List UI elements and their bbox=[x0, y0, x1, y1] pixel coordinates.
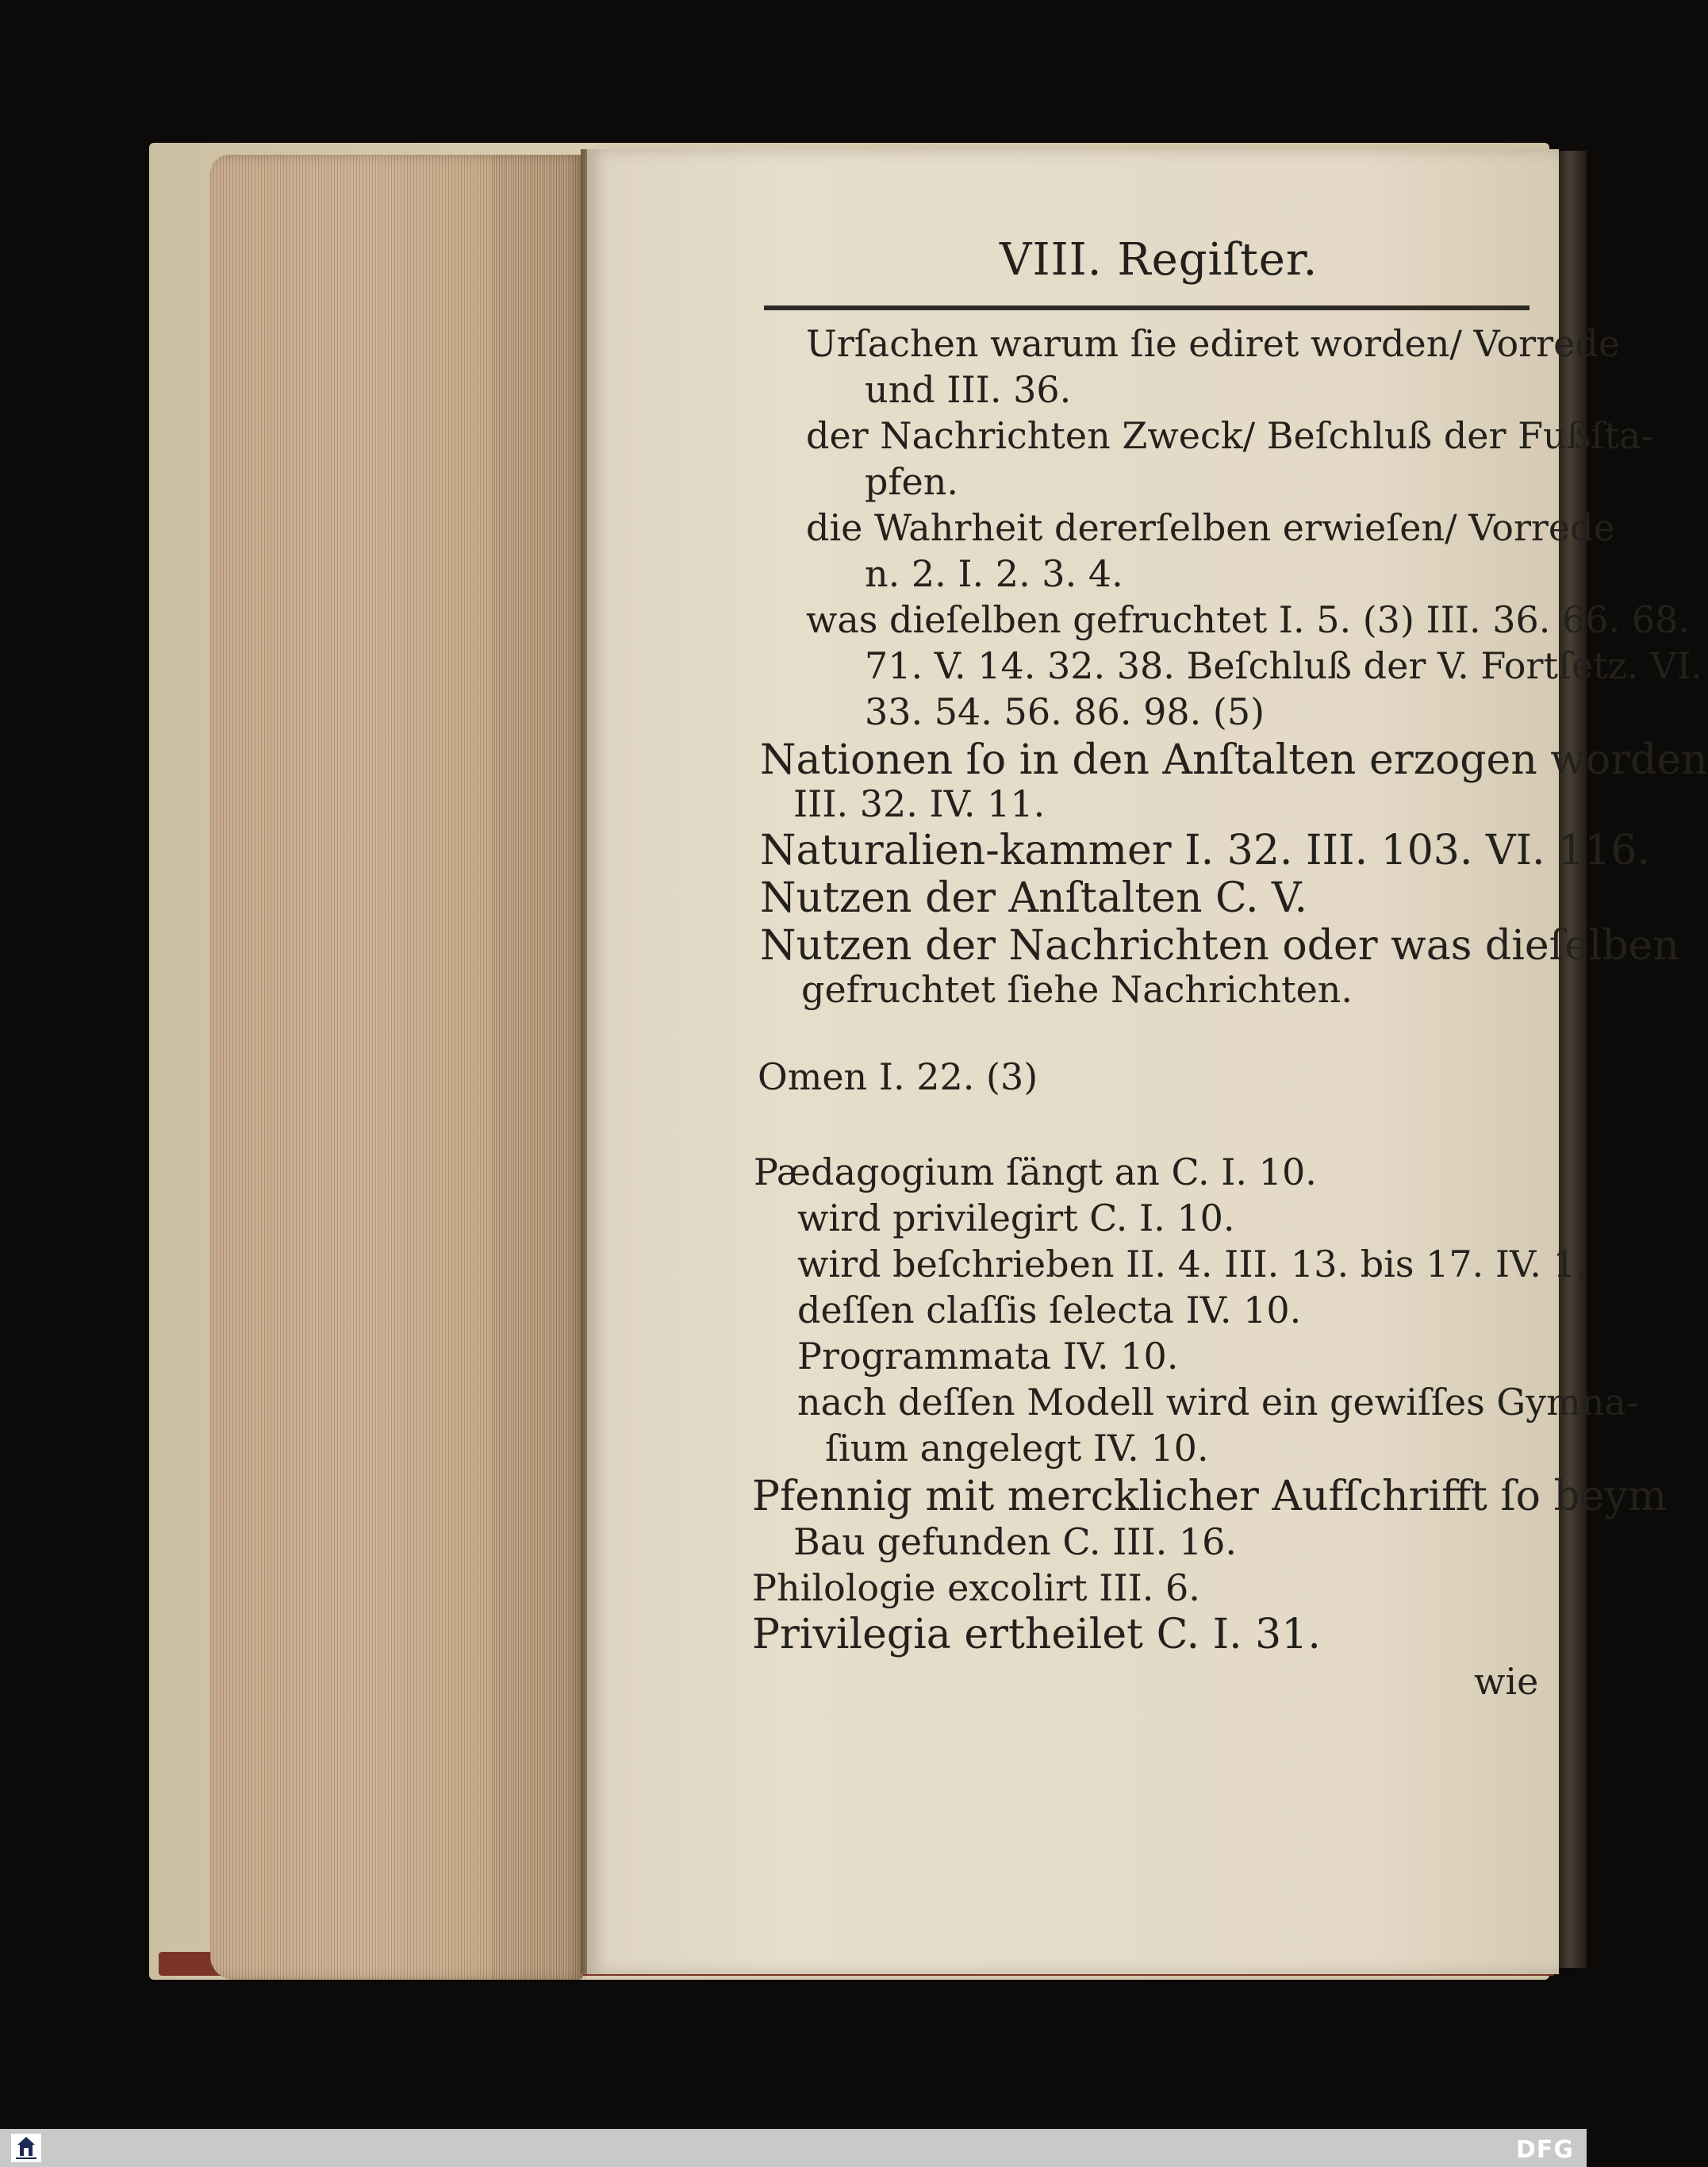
running-head: VIII. Regiſter. bbox=[1000, 234, 1318, 286]
viewer-footer-bar bbox=[0, 2129, 1587, 2167]
entry-line: Privilegia ertheilet C. I. 31. bbox=[752, 1611, 1321, 1658]
catchword: wie bbox=[1474, 1660, 1539, 1703]
entry-line: Urſachen warum ſie ediret worden/ Vorrede bbox=[806, 322, 1621, 365]
entry-line: Programmata IV. 10. bbox=[797, 1335, 1179, 1377]
dfg-logo: DFG bbox=[1515, 2136, 1574, 2164]
entry-line: Philologie excolirt III. 6. bbox=[752, 1566, 1200, 1609]
entry-line: wird privilegirt C. I. 10. bbox=[797, 1197, 1235, 1239]
entry-line: ſium angelegt IV. 10. bbox=[825, 1427, 1209, 1470]
entry-line: und III. 36. bbox=[865, 368, 1072, 411]
entry-line: III. 32. IV. 11. bbox=[793, 782, 1046, 825]
entry-line: 33. 54. 56. 86. 98. (5) bbox=[865, 690, 1265, 733]
entry-line: Nationen ſo in den Anſtalten erzogen worden bbox=[760, 736, 1708, 784]
entry-line: die Wahrheit dererſelben erwieſen/ Vorrede bbox=[806, 506, 1615, 549]
entry-line: wird beſchrieben II. 4. III. 13. bis 17. IV. 1. bbox=[797, 1243, 1588, 1285]
entry-line: Nutzen der Nachrichten oder was dieſelben bbox=[760, 922, 1679, 970]
entry-line: nach deſſen Modell wird ein gewiſſes Gymna- bbox=[797, 1381, 1639, 1424]
entry-line: gefruchtet ſiehe Nachrichten. bbox=[801, 968, 1353, 1011]
library-logo-icon bbox=[11, 2134, 41, 2162]
entry-line: Nutzen der Anſtalten C. V. bbox=[760, 874, 1308, 922]
entry-line: der Nachrichten Zweck/ Beſchluß der Fußſta- bbox=[806, 414, 1653, 457]
entry-line: was dieſelben gefruchtet I. 5. (3) III. 36. 66. 68. bbox=[806, 598, 1690, 641]
entry-line: Pædagogium ſängt an C. I. 10. bbox=[754, 1151, 1317, 1193]
entry-line: n. 2. I. 2. 3. 4. bbox=[865, 552, 1123, 595]
entry-line: deſſen claſſis ſelecta IV. 10. bbox=[797, 1289, 1302, 1331]
entry-line: Omen I. 22. (3) bbox=[758, 1055, 1038, 1098]
entry-line: 71. V. 14. 32. 38. Beſchluß der V. Fortſetz. VI. bbox=[865, 644, 1703, 687]
entry-line: Naturalien-kammer I. 32. III. 103. VI. 116. bbox=[760, 827, 1650, 874]
entry-line: Bau gefunden C. III. 16. bbox=[793, 1520, 1238, 1563]
entry-line: Pfennig mit mercklicher Aufſchrifft ſo beym bbox=[752, 1473, 1668, 1520]
entry-line: pfen. bbox=[865, 460, 958, 503]
